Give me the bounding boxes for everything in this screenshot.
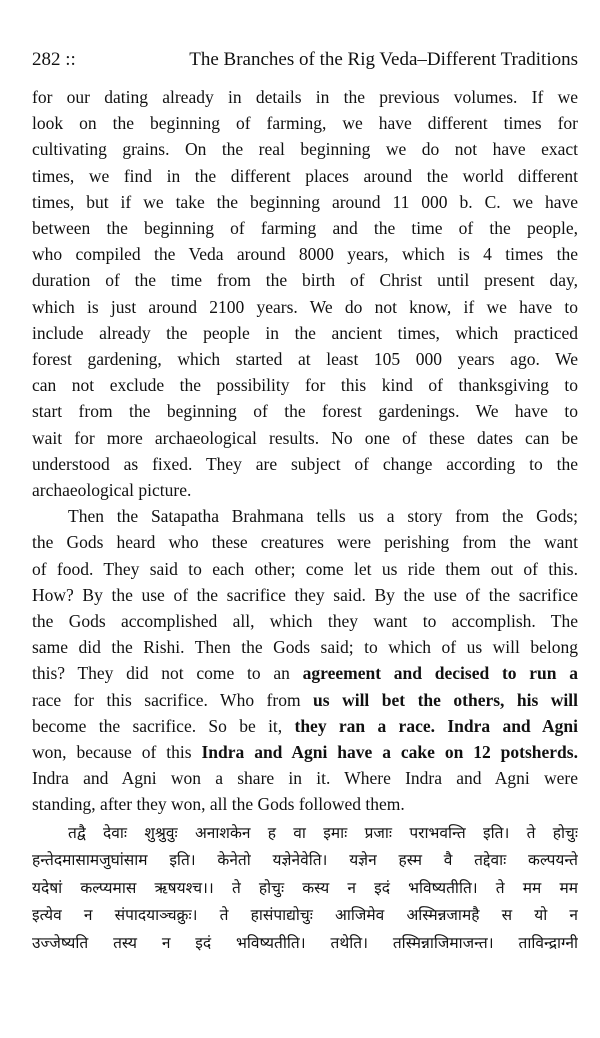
body-text xyxy=(32,84,578,958)
text-line: same did the Rishi. Then the Gods said; to which of us will belong xyxy=(32,637,578,658)
text-line xyxy=(32,739,578,765)
text-line: who compiled the Veda around 8000 years, which is 4 times the xyxy=(32,244,578,265)
text-line: standing, after they won, all the Gods followed them. xyxy=(32,794,405,815)
text-line: Indra and Agni won a share in it. Where Indra and Agni were xyxy=(32,768,578,789)
text-line: times, but if we take the beginning around 11 000 b. C. we have xyxy=(32,191,578,212)
bold-text-segment: agreement and decised to run a xyxy=(302,663,578,684)
text-line: which is just around 2100 years. We do not know, if we have to xyxy=(32,296,578,317)
sanskrit-line: उज्जेष्यति तस्य न इदं भविष्यतीति। तथेति। तस्मिन्नाजिमाजन्त। ताविन्द्राग्नी xyxy=(32,934,578,953)
sanskrit-line: तद्वै देवाः शुश्रुवुः अनाशकेन ह वा इमाः प्रजाः पराभवन्ति इति। ते होचुः xyxy=(68,823,578,842)
text-line: the Gods accomplished all, which they want to accomplish. The xyxy=(32,611,578,632)
text-line: cultivating grains. On the real beginning we do not have exact xyxy=(32,139,578,160)
text-segment: this? They did not come to an xyxy=(32,663,303,684)
paragraph-dating xyxy=(32,84,578,503)
sanskrit-line: यदेषां कल्प्यमास ऋषयश्च।। ते होचुः कस्य न इदं भविष्यतीति। ते मम मम xyxy=(32,878,578,897)
bold-text-segment: us will bet the others, his will xyxy=(313,689,578,710)
bold-text-segment: Indra and Agni have a cake on 12 potsherds. xyxy=(201,742,578,763)
sanskrit-line: इत्येव न संपादयाञ्चक्रुः। ते हासंपाद्योचुः आजिमेव अस्मिन्नजामहै स यो न xyxy=(32,906,578,925)
text-line xyxy=(32,660,578,686)
text-line: for our dating already in details in the previous volumes. If we xyxy=(32,87,578,107)
text-line: between the beginning of farming and the time of the people, xyxy=(32,218,578,239)
text-line: can not exclude the possibility for this kind of thanksgiving to xyxy=(32,375,578,396)
text-line: include already the people in the ancient times, which practiced xyxy=(32,322,578,343)
text-segment: become the sacrifice. So be it, xyxy=(32,715,295,736)
text-line: understood as fixed. They are subject of change according to the xyxy=(32,453,578,474)
text-line: wait for more archaeological results. No one of these dates can be xyxy=(32,427,578,448)
text-line: Then the Satapatha Brahmana tells us a story from the Gods; xyxy=(68,506,578,527)
text-line: forest gardening, which started at least 105 000 years ago. We xyxy=(32,349,578,370)
text-line: archaeological picture. xyxy=(32,480,192,501)
text-line: times, we find in the different places around the world different xyxy=(32,165,578,186)
text-line xyxy=(32,713,578,739)
text-segment: race for this sacrifice. Who from xyxy=(32,689,314,710)
text-line: of food. They said to each other; come let us ride them out of this. xyxy=(32,558,578,579)
page-header xyxy=(32,48,578,72)
paragraph-satapatha-story xyxy=(32,503,578,817)
text-line xyxy=(32,687,578,713)
sanskrit-quotation xyxy=(32,820,578,958)
text-line: duration of the time from the birth of Christ until present day, xyxy=(32,270,578,291)
sanskrit-line: हन्तेदमासामजुघांसाम इति। केनेतो यज्ञेनेवेति। यज्ञेन हस्म वै तद्देवाः कल्पयन्ते xyxy=(32,851,578,870)
page-number: 282 :: xyxy=(32,49,76,70)
text-segment: won, because of this xyxy=(32,742,202,763)
text-line: the Gods heard who these creatures were perishing from the want xyxy=(32,532,578,553)
text-line: How? By the use of the sacrifice they said. By the use of the sacrifice xyxy=(32,584,578,605)
text-line: look on the beginning of farming, we have different times for xyxy=(32,113,578,134)
bold-text-segment: they ran a race. Indra and Agni xyxy=(294,715,578,736)
running-title: The Branches of the Rig Veda–Different Traditions xyxy=(189,49,578,70)
text-line: start from the beginning of the forest gardenings. We have to xyxy=(32,401,578,422)
